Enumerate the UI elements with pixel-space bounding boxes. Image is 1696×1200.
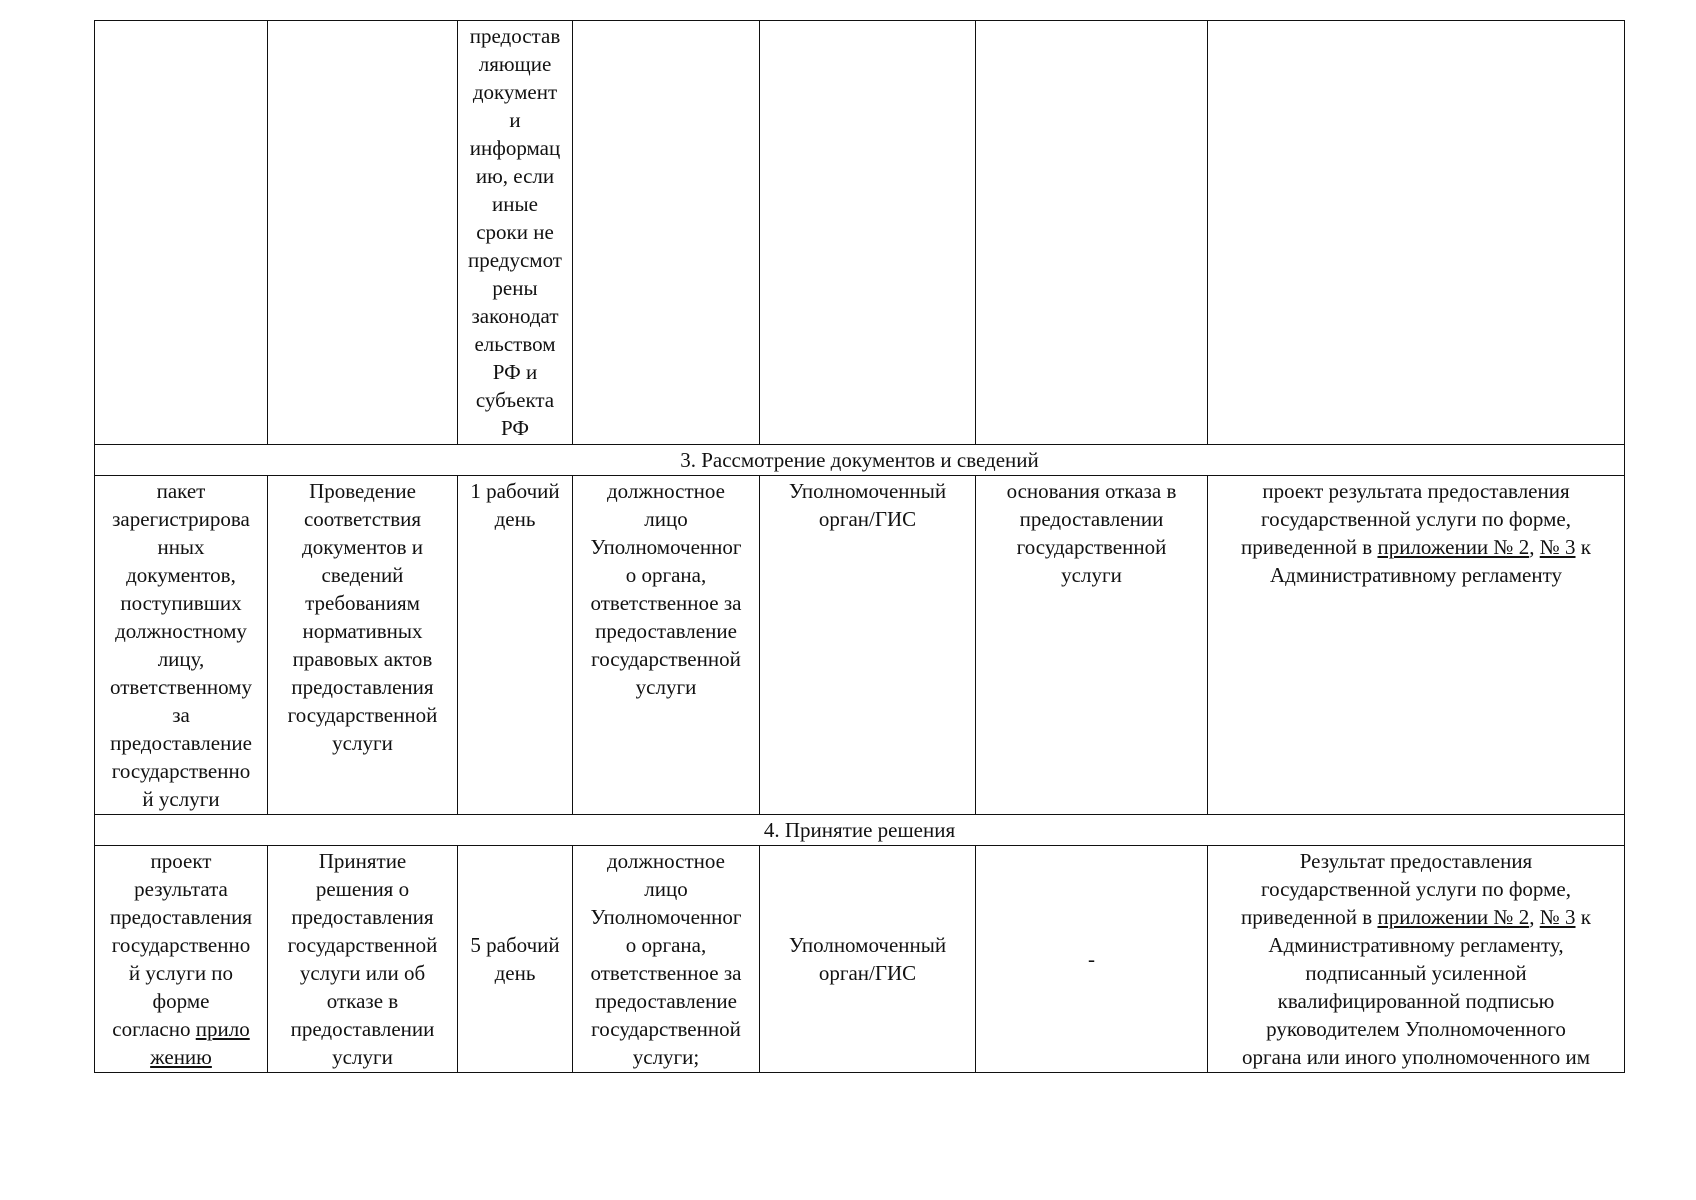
separator-text: , <box>1529 905 1540 929</box>
result-cell <box>1208 846 1625 1073</box>
basis-text: проект результата предоставления государственно й услуги по форме согласно <box>109 849 253 1041</box>
action-cell: Принятие решения о предоставления государственной услуги или об отказе в предоставлении услуги <box>268 846 458 1073</box>
criteria-cell: основания отказа в предоставлении государственной услуги <box>976 476 1208 815</box>
cell-empty <box>95 21 268 445</box>
place-cell: Уполномоченный орган/ГИС <box>760 846 976 1073</box>
section-header-row <box>95 815 1625 846</box>
deadline-cell: 1 рабочий день <box>458 476 573 815</box>
action-cell: Проведение соответствия документов и сведений требованиям нормативных правовых актов предоставления государственной услуги <box>268 476 458 815</box>
place-cell: Уполномоченный орган/ГИС <box>760 476 976 815</box>
result-text: проект результата предоставления государственной услуги по форме, приведенной в <box>1241 479 1571 559</box>
appendix-2-link[interactable]: приложении № 2 <box>1377 905 1530 929</box>
result-text: Результат предоставления государственной услуги по форме, приведенной в <box>1241 849 1571 929</box>
basis-cell: пакет зарегистрирова нных документов, поступивших должностному лицу, ответственному за предоставление государственно й услуги <box>95 476 268 815</box>
procedure-table <box>94 20 1625 1073</box>
responsible-cell: должностное лицо Уполномоченног о органа, ответственное за предоставление государственной услуги <box>573 476 760 815</box>
deadline-cell: предостав ляющие документ и информац ию, если иные сроки не предусмот рены законодат ельством РФ и субъекта РФ <box>458 21 573 445</box>
result-cell <box>1208 476 1625 815</box>
section-4-title: 4. Принятие решения <box>95 815 1625 846</box>
criteria-cell: - <box>976 846 1208 1073</box>
section-header-row <box>95 445 1625 476</box>
separator-text: , <box>1529 535 1540 559</box>
responsible-cell: должностное лицо Уполномоченног о органа, ответственное за предоставление государственной услуги; <box>573 846 760 1073</box>
appendix-3-link[interactable]: № 3 <box>1539 905 1576 929</box>
deadline-cell: 5 рабочий день <box>458 846 573 1073</box>
appendix-3-link[interactable]: № 3 <box>1539 535 1576 559</box>
continuation-row <box>95 21 1625 445</box>
cell-empty <box>268 21 458 445</box>
appendix-2-link[interactable]: приложении № 2 <box>1377 535 1530 559</box>
result-text-end: к Административному регламенту, подписанный усиленной квалифицированной подписью руководителем Уполномоченного органа или иного уполномоченного им <box>1241 905 1591 1069</box>
section-3-title: 3. Рассмотрение документов и сведений <box>95 445 1625 476</box>
section-3-row <box>95 476 1625 815</box>
cell-empty <box>976 21 1208 445</box>
section-4-row <box>95 846 1625 1073</box>
result-text-end: к Административному регламенту <box>1269 535 1591 587</box>
cell-empty <box>760 21 976 445</box>
appendix-link[interactable]: прило жению <box>150 1017 250 1069</box>
basis-cell <box>95 846 268 1073</box>
cell-empty <box>573 21 760 445</box>
cell-empty <box>1208 21 1625 445</box>
